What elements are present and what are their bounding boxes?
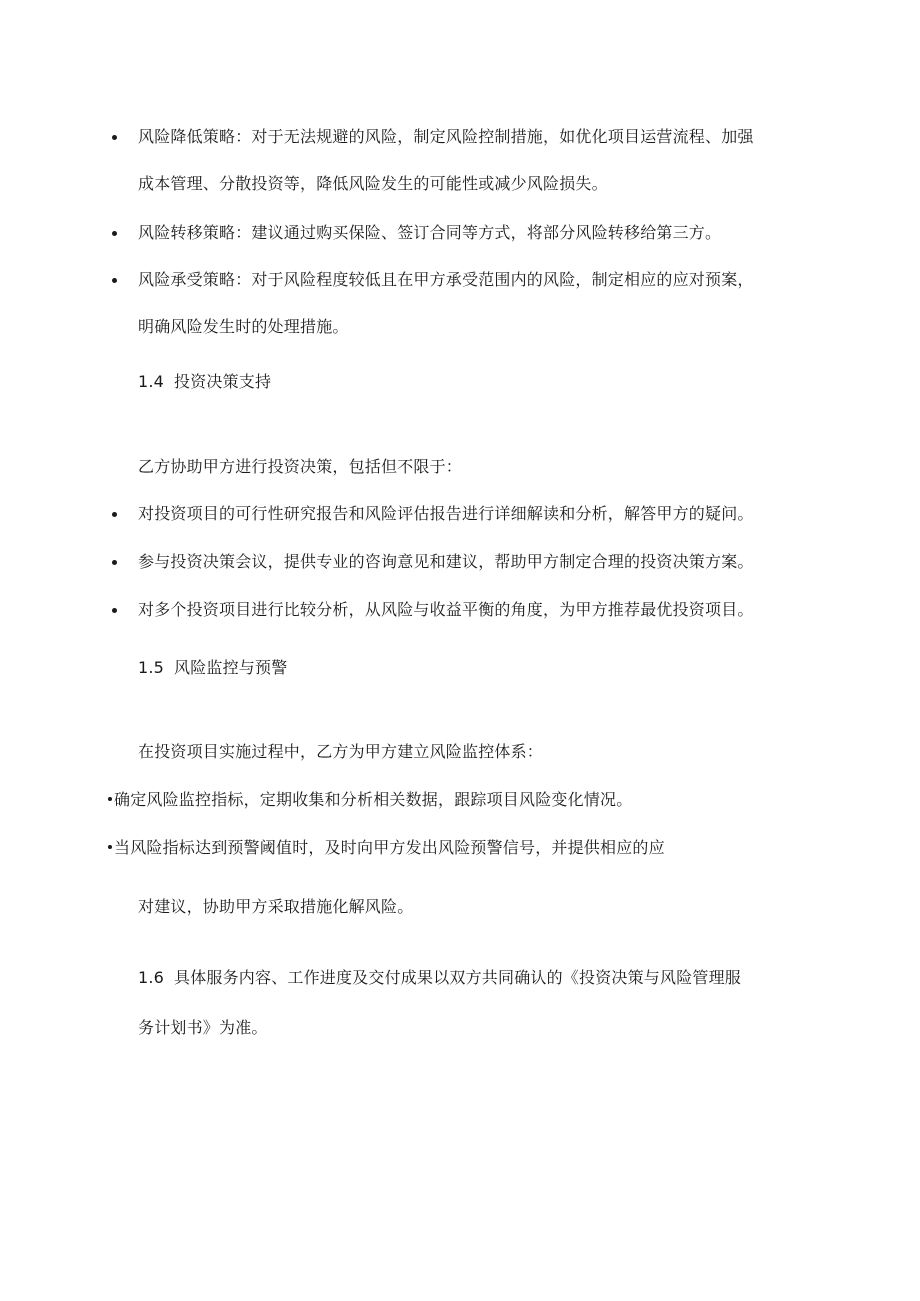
- section-heading-1-4: [138, 372, 271, 392]
- strategy-risk-transfer: 风险转移策略：建议通过购买保险、签订合同等方式，将部分风险转移给第三方。: [138, 223, 722, 242]
- section-title: 投资决策支持: [174, 372, 272, 391]
- section-1-6-text: 具体服务内容、工作进度及交付成果以双方共同确认的《投资决策与风险管理服: [174, 968, 742, 987]
- section-number: 1.5: [138, 658, 165, 677]
- bullet-dot: [108, 797, 112, 801]
- monitoring-item-continuation: 对建议，协助甲方采取措施化解风险。: [138, 897, 414, 916]
- bullet-dot: [108, 845, 112, 849]
- strategy-risk-reduction-line1: 风险降低策略：对于无法规避的风险，制定风险控制措施，如优化项目运营流程、加强: [138, 127, 754, 146]
- section-1-6-line2: 务计划书》为准。: [138, 1018, 268, 1037]
- bullet-dot: [112, 512, 117, 517]
- section-number: 1.6: [138, 968, 165, 987]
- bullet-dot: [112, 560, 117, 565]
- section-title: 风险监控与预警: [174, 658, 288, 677]
- monitoring-item-text: 当风险指标达到预警阈值时，及时向甲方发出风险预警信号，并提供相应的应: [114, 838, 665, 857]
- monitoring-item: [108, 790, 632, 810]
- strategy-risk-acceptance-line1: 风险承受策略：对于风险程度较低且在甲方承受范围内的风险，制定相应的应对预案，: [138, 270, 754, 289]
- strategy-risk-reduction-line2: 成本管理、分散投资等，降低风险发生的可能性或减少风险损失。: [138, 174, 608, 193]
- bullet-dot: [112, 135, 117, 140]
- decision-item: 对多个投资项目进行比较分析，从风险与收益平衡的角度，为甲方推荐最优投资项目。: [138, 600, 754, 619]
- monitoring-item: [108, 838, 665, 858]
- decision-item: 对投资项目的可行性研究报告和风险评估报告进行详细解读和分析，解答甲方的疑问。: [138, 504, 754, 523]
- bullet-dot: [112, 608, 117, 613]
- section-heading-1-5: [138, 658, 287, 678]
- section-number: 1.4: [138, 372, 165, 391]
- strategy-risk-acceptance-line2: 明确风险发生时的处理措施。: [138, 317, 349, 336]
- section-1-6-line1: [138, 968, 741, 988]
- section-1-5-intro: 在投资项目实施过程中，乙方为甲方建立风险监控体系：: [138, 742, 544, 761]
- section-1-4-intro: 乙方协助甲方进行投资决策，包括但不限于：: [138, 457, 463, 476]
- bullet-dot: [112, 278, 117, 283]
- bullet-dot: [112, 231, 117, 236]
- decision-item: 参与投资决策会议，提供专业的咨询意见和建议，帮助甲方制定合理的投资决策方案。: [138, 552, 754, 571]
- monitoring-item-text: 确定风险监控指标，定期收集和分析相关数据，跟踪项目风险变化情况。: [114, 790, 633, 809]
